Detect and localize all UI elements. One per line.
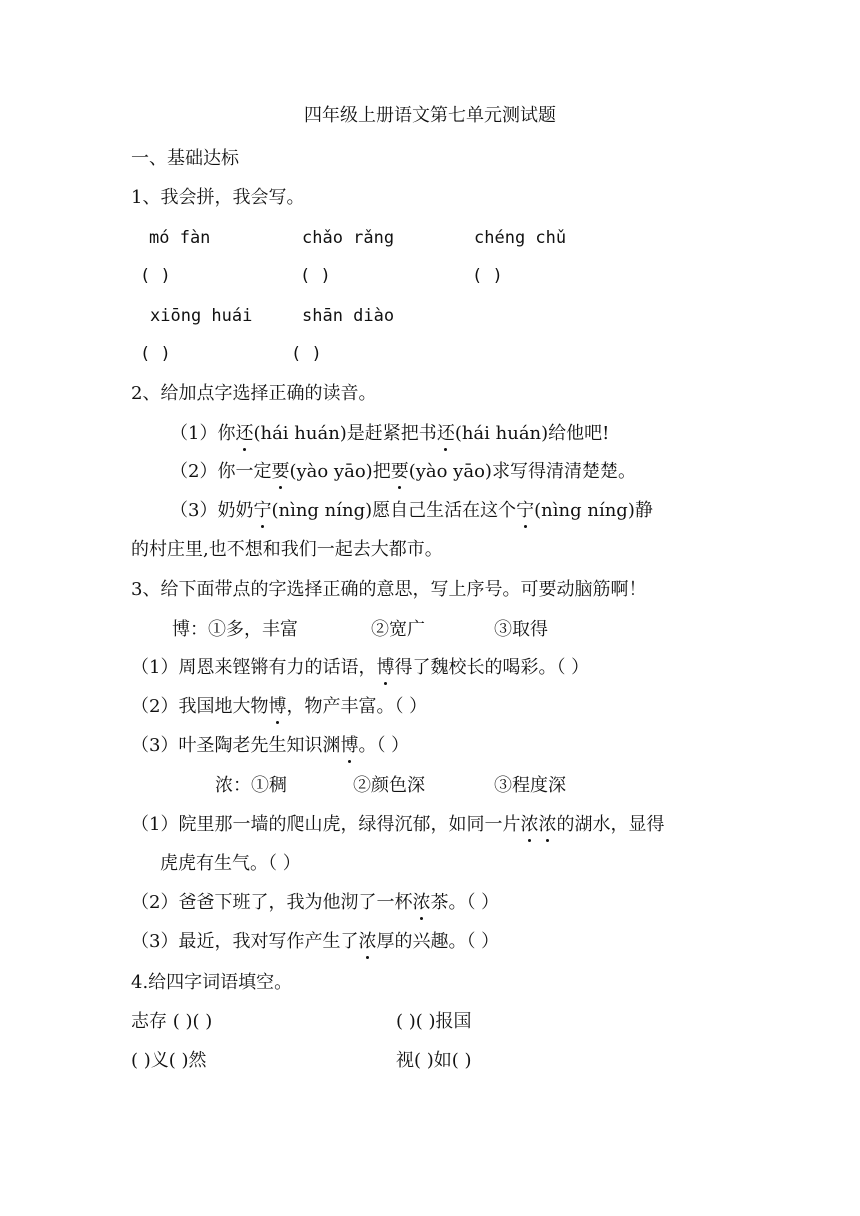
answer-blank-1[interactable]: ( ) [140, 266, 171, 286]
dotted-char: 博 [340, 735, 359, 756]
nong-s3-text: （3）最近，我对写作产生了 [131, 931, 359, 952]
page-title: 四年级上册语文第七单元测试题 [304, 105, 556, 126]
q4-heading: 4.给四字词语填空。 [131, 972, 293, 993]
bo-s1-blank[interactable]: 得了魏校长的喝彩。（ ） [394, 657, 590, 678]
q2-sentence-3 [170, 499, 653, 523]
q2-s1-part-b: (hái huán)是赶紧把书 [253, 423, 437, 444]
bo-sentence-3 [131, 734, 409, 758]
bo-sentence-1 [131, 656, 589, 680]
idiom-fill-1[interactable]: 志存 ( )( ) [131, 1011, 213, 1032]
q2-s3-part-b: (nìng níng)愿自己生活在这个 [271, 500, 517, 521]
nong-s2-blank[interactable]: 茶。（ ） [430, 892, 500, 913]
pinyin-mofan: mó fàn [149, 228, 211, 248]
q2-s2-part-c: (yào yāo)求写得清清楚楚。 [408, 461, 636, 482]
pinyin-xionghuai: xiōng huái [150, 306, 253, 326]
answer-blank-4[interactable]: ( ) [140, 344, 171, 364]
q2-s1-part-a: （1）你 [170, 423, 236, 444]
q2-sentence-1 [170, 422, 609, 446]
pinyin-shandiao: shān diào [302, 306, 395, 326]
q2-s2-part-b: (yào yāo)把 [289, 461, 391, 482]
dotted-char: 还 [235, 423, 254, 444]
dotted-char: 浓 [520, 814, 539, 835]
nong-sentence-1 [131, 813, 664, 837]
pinyin-chaorang: chǎo rǎng [302, 228, 395, 248]
pinyin-chengchu: chéng chǔ [474, 228, 567, 248]
dotted-char: 要 [390, 461, 409, 482]
bo-s3-text: （3）叶圣陶老先生知识渊 [131, 735, 341, 756]
dotted-char: 博 [268, 696, 287, 717]
dotted-char: 还 [436, 423, 455, 444]
idiom-fill-2[interactable]: ( )( )报国 [396, 1011, 472, 1032]
nong-s1-text: （1）院里那一墙的爬山虎，绿得沉郁，如同一片 [131, 814, 521, 835]
bo-s3-blank[interactable]: 。（ ） [358, 735, 410, 756]
nong-s3-blank[interactable]: 厚的兴趣。（ ） [376, 931, 500, 952]
answer-blank-3[interactable]: ( ) [472, 266, 503, 286]
bo-sentence-2 [131, 695, 427, 719]
nong-sentence-1-cont[interactable]: 虎虎有生气。（ ） [160, 853, 301, 874]
q2-s3-part-c: (nìng níng)静 [534, 500, 653, 521]
dotted-char: 浓 [358, 931, 377, 952]
q2-heading: 2、给加点字选择正确的读音。 [131, 383, 377, 404]
nong-meaning-2: ②颜色深 [353, 775, 425, 796]
dotted-char: 要 [271, 461, 290, 482]
bo-s2-blank[interactable]: ，物产丰富。（ ） [286, 696, 428, 717]
nong-sentence-3 [131, 930, 499, 954]
nong-s1-text-end: 的湖水，显得 [556, 814, 665, 835]
q2-sentence-2 [170, 460, 636, 484]
bo-meaning-2: ②宽广 [371, 619, 425, 640]
bo-meaning-3: ③取得 [494, 619, 548, 640]
idiom-fill-4[interactable]: 视( )如( ) [396, 1050, 472, 1071]
q2-s3-part-a: （3）奶奶 [170, 500, 254, 521]
nong-meaning-1: 浓：①稠 [215, 775, 287, 796]
answer-blank-2[interactable]: ( ) [300, 266, 331, 286]
q2-s1-part-c: (hái huán)给他吧! [454, 423, 610, 444]
dotted-char: 浓 [538, 814, 557, 835]
idiom-fill-3[interactable]: ( )义( )然 [131, 1050, 207, 1071]
q2-s2-part-a: （2）你一定 [170, 461, 272, 482]
nong-sentence-2 [131, 891, 499, 915]
dotted-char: 浓 [412, 892, 431, 913]
dotted-char: 博 [376, 657, 395, 678]
q3-heading: 3、给下面带点的字选择正确的意思，写上序号。可要动脑筋啊！ [131, 579, 647, 600]
q1-heading: 1、我会拼，我会写。 [131, 187, 305, 208]
bo-s2-text: （2）我国地大物 [131, 696, 269, 717]
dotted-char: 宁 [516, 500, 535, 521]
bo-meaning-1: 博：①多，丰富 [172, 619, 298, 640]
bo-s1-text: （1）周恩来铿锵有力的话语， [131, 657, 377, 678]
q2-sentence-3-cont: 的村庄里,也不想和我们一起去大都市。 [131, 539, 443, 560]
answer-blank-5[interactable]: ( ) [291, 344, 322, 364]
nong-meaning-3: ③程度深 [494, 775, 566, 796]
section-basic: 一、基础达标 [131, 148, 239, 169]
dotted-char: 宁 [253, 500, 272, 521]
nong-s2-text: （2）爸爸下班了，我为他沏了一杯 [131, 892, 413, 913]
